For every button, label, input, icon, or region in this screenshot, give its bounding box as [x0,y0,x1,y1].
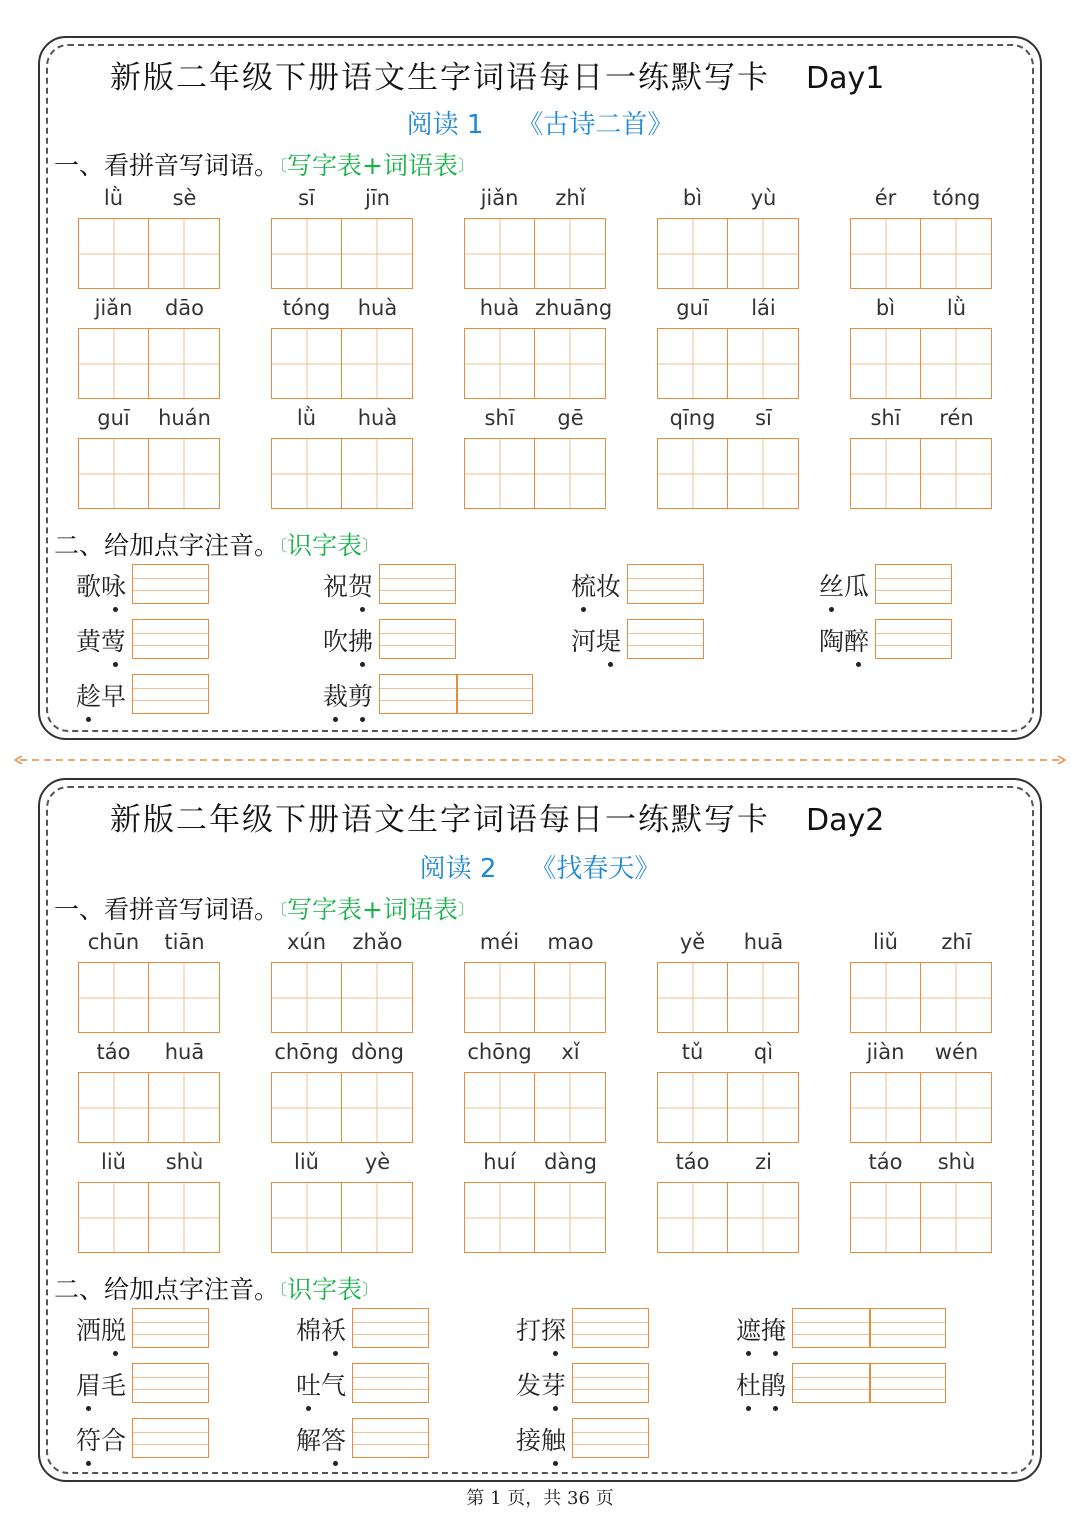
pinyin-label: zhǐ [555,186,586,210]
word-box-group [271,930,413,1042]
word-box-group [464,930,606,1042]
pinyin-label: xún [286,930,327,954]
pinyin-label: lǜ [296,406,317,430]
character-writing-box[interactable] [921,218,992,289]
pinyin-label: yù [750,186,777,210]
emphasis-dot [113,662,118,667]
pinyin-label: liǔ [101,1150,126,1174]
pinyin-label: yè [364,1150,391,1174]
pinyin-answer-box[interactable] [792,1308,946,1348]
word-box-group [657,1150,799,1262]
pinyin-label: chōng [467,1040,532,1064]
annotate-word: 祝贺 [323,572,374,601]
word-box-group [850,406,992,518]
character-writing-box[interactable] [342,218,413,289]
pinyin-label: guī [97,406,130,430]
emphasis-dot [113,607,118,612]
pinyin-label: huā [164,1040,205,1064]
character-writing-box[interactable] [921,962,992,1033]
emphasis-dot [86,1406,91,1411]
annotate-word: 发芽 [516,1371,567,1400]
lesson-title: 《古诗二首》 [517,110,674,140]
character-writing-box[interactable] [78,438,149,509]
emphasis-dot [360,607,365,612]
character-writing-box[interactable] [78,218,149,289]
annotate-word: 黄莺 [76,627,127,656]
pinyin-label: sè [172,186,197,210]
lesson-number: 阅读 2 [419,854,497,884]
pinyin-label: gē [557,406,584,430]
character-writing-box[interactable] [271,328,342,399]
emphasis-dot [86,1461,91,1466]
pinyin-label: huí [483,1150,516,1174]
pinyin-label: lǜ [946,296,967,320]
annotate-word: 河堤 [571,627,622,656]
character-writing-box[interactable] [850,328,921,399]
pinyin-answer-box[interactable] [132,674,209,714]
character-writing-box[interactable] [728,218,799,289]
emphasis-dot [553,1461,558,1466]
pinyin-answer-box[interactable] [132,619,209,659]
character-writing-box[interactable] [535,218,606,289]
pinyin-label: shù [937,1150,976,1174]
word-box-group [657,930,799,1042]
pinyin-row [78,406,1028,518]
word-box-group [78,1150,220,1262]
day-label: Day2 [806,803,885,838]
pinyin-label: táo [675,1150,710,1174]
character-writing-box[interactable] [728,438,799,509]
box-divider [456,675,458,713]
pinyin-label: rén [939,406,974,430]
pinyin-answer-box[interactable] [132,1418,209,1458]
pinyin-label: liǔ [294,1150,319,1174]
pinyin-answer-box[interactable] [132,1308,209,1348]
pinyin-answer-box[interactable] [875,564,952,604]
emphasis-dot [333,1461,338,1466]
annotate-word: 棉袄 [296,1316,347,1345]
character-writing-box[interactable] [657,1182,728,1253]
character-writing-box[interactable] [657,218,728,289]
pinyin-label: lǜ [103,186,124,210]
pinyin-row [78,1040,1028,1152]
character-writing-box[interactable] [535,1072,606,1143]
character-writing-box[interactable] [464,962,535,1033]
box-divider [869,1309,871,1347]
pinyin-label: huà [357,406,398,430]
pinyin-row [78,296,1028,408]
character-writing-box[interactable] [149,1072,220,1143]
character-writing-box[interactable] [850,218,921,289]
word-box-group [657,296,799,408]
pinyin-label: jiàn [866,1040,905,1064]
pinyin-label: dòng [351,1040,404,1064]
character-writing-box[interactable] [850,962,921,1033]
annotate-word: 眉毛 [76,1371,127,1400]
word-box-group [464,186,606,298]
annotate-word: 符合 [76,1426,127,1455]
annotate-word: 趁早 [76,682,127,711]
word-box-group [78,186,220,298]
pinyin-label: bì [682,186,703,210]
pinyin-label: méi [479,930,520,954]
word-box-group [464,406,606,518]
pinyin-label: zi [755,1150,772,1174]
cut-line-divider [14,756,1066,764]
section-annotate: 二、给加点字注音。〔识字表〕 [54,1275,379,1304]
emphasis-dot [829,607,834,612]
word-box-group [271,296,413,408]
pinyin-label: liǔ [873,930,898,954]
pinyin-label: huā [743,930,784,954]
pinyin-label: shī [870,406,901,430]
character-writing-box[interactable] [271,438,342,509]
pinyin-label: zhuāng [535,296,613,320]
emphasis-dot [773,1351,778,1356]
box-divider [869,1364,871,1402]
word-box-group [271,186,413,298]
emphasis-dot [333,717,338,722]
word-box-group [271,1040,413,1152]
pinyin-label: shī [484,406,515,430]
pinyin-answer-box[interactable] [792,1363,946,1403]
pinyin-label: dāo [164,296,205,320]
annotate-word: 陶醉 [819,627,870,656]
pinyin-answer-box[interactable] [132,564,209,604]
pinyin-label: xǐ [561,1040,580,1064]
emphasis-dot [746,1406,751,1411]
annotate-word: 解答 [296,1426,347,1455]
character-writing-box[interactable] [271,962,342,1033]
lesson-title: 《找春天》 [530,854,661,884]
emphasis-dot [360,662,365,667]
pinyin-row [78,1150,1028,1262]
emphasis-dot [360,717,365,722]
section-tag: 识字表 [287,1275,363,1304]
pinyin-label: tiān [164,930,205,954]
emphasis-dot [746,1351,751,1356]
pinyin-label: tóng [282,296,331,320]
character-writing-box[interactable] [149,1182,220,1253]
character-writing-box[interactable] [535,962,606,1033]
character-writing-box[interactable] [728,1072,799,1143]
pinyin-label: shù [165,1150,204,1174]
annotate-word: 遮掩 [736,1316,787,1345]
pinyin-answer-box[interactable] [627,564,704,604]
emphasis-dot [86,717,91,722]
pinyin-label: jīn [365,186,390,210]
pinyin-label: chūn [87,930,140,954]
character-writing-box[interactable] [149,962,220,1033]
character-writing-box[interactable] [342,438,413,509]
pinyin-label: huà [357,296,398,320]
character-writing-box[interactable] [535,438,606,509]
word-box-group [657,406,799,518]
card-title: 新版二年级下册语文生字词语每日一练默写卡 Day2 [110,802,885,838]
word-box-group [850,1040,992,1152]
pinyin-label: bì [875,296,896,320]
character-writing-box[interactable] [149,438,220,509]
emphasis-dot [333,1351,338,1356]
word-box-group [850,930,992,1042]
character-writing-box[interactable] [149,328,220,399]
pinyin-label: lái [751,296,776,320]
character-writing-box[interactable] [464,1072,535,1143]
annotate-word: 杜鹃 [736,1371,787,1400]
word-box-group [657,1040,799,1152]
pinyin-label: qì [753,1040,774,1064]
character-writing-box[interactable] [78,1072,149,1143]
annotate-word: 歌咏 [76,572,127,601]
pinyin-label: qīng [669,406,716,430]
annotate-word: 洒脱 [76,1316,127,1345]
pinyin-label: huà [479,296,520,320]
word-box-group [850,186,992,298]
pinyin-answer-box[interactable] [352,1308,429,1348]
character-writing-box[interactable] [728,1182,799,1253]
character-writing-box[interactable] [728,962,799,1033]
character-writing-box[interactable] [921,1182,992,1253]
pinyin-label: táo [96,1040,131,1064]
character-writing-box[interactable] [850,1182,921,1253]
character-writing-box[interactable] [78,1182,149,1253]
character-writing-box[interactable] [657,328,728,399]
word-box-group [78,296,220,408]
character-writing-box[interactable] [464,1182,535,1253]
pinyin-answer-box[interactable] [627,619,704,659]
pinyin-answer-box[interactable] [379,674,533,714]
pinyin-answer-box[interactable] [352,1363,429,1403]
day-label: Day1 [806,61,885,96]
emphasis-dot [856,662,861,667]
pinyin-label: jiǎn [480,186,519,210]
pinyin-answer-box[interactable] [572,1308,649,1348]
pinyin-answer-box[interactable] [379,619,456,659]
word-box-group [657,186,799,298]
lesson-number: 阅读 1 [406,110,484,140]
section-tag: 识字表 [287,531,363,560]
character-writing-box[interactable] [464,218,535,289]
annotate-word: 丝瓜 [819,572,870,601]
word-box-group [271,1150,413,1262]
lesson-heading [40,848,1040,885]
word-box-group [78,406,220,518]
character-writing-box[interactable] [921,1072,992,1143]
word-box-group [271,406,413,518]
pinyin-label: tǔ [681,1040,704,1064]
character-writing-box[interactable] [464,328,535,399]
character-writing-box[interactable] [535,1182,606,1253]
character-writing-box[interactable] [657,438,728,509]
section-write-words: 一、看拼音写词语。〔写字表+词语表〕 [54,151,474,180]
pinyin-label: yě [679,930,706,954]
character-writing-box[interactable] [535,328,606,399]
character-writing-box[interactable] [728,328,799,399]
pinyin-row [78,186,1028,298]
emphasis-dot [553,1406,558,1411]
character-writing-box[interactable] [271,1072,342,1143]
pinyin-answer-box[interactable] [572,1363,649,1403]
pinyin-label: zhī [941,930,972,954]
character-writing-box[interactable] [657,1072,728,1143]
pinyin-label: guī [676,296,709,320]
word-box-group [850,1150,992,1262]
character-writing-box[interactable] [342,1182,413,1253]
character-writing-box[interactable] [850,1072,921,1143]
pinyin-label: chōng [274,1040,339,1064]
annotate-word: 梳妆 [571,572,622,601]
character-writing-box[interactable] [78,328,149,399]
card-title: 新版二年级下册语文生字词语每日一练默写卡 Day1 [110,60,885,96]
section-tag: 写字表+词语表 [287,151,458,180]
character-writing-box[interactable] [342,328,413,399]
pinyin-label: mao [547,930,594,954]
character-writing-box[interactable] [78,962,149,1033]
word-box-group [78,1040,220,1152]
pinyin-label: sī [755,406,772,430]
character-writing-box[interactable] [149,218,220,289]
pinyin-label: tóng [932,186,981,210]
annotate-word: 吐气 [296,1371,347,1400]
practice-card-day1 [38,36,1042,740]
pinyin-label: ér [874,186,897,210]
pinyin-answer-box[interactable] [132,1363,209,1403]
character-writing-box[interactable] [850,438,921,509]
word-box-group [78,930,220,1042]
pinyin-label: dàng [544,1150,597,1174]
pinyin-label: sī [298,186,315,210]
lesson-heading [40,104,1040,141]
word-box-group [850,296,992,408]
pinyin-label: táo [868,1150,903,1174]
character-writing-box[interactable] [464,438,535,509]
emphasis-dot [113,1351,118,1356]
emphasis-dot [581,607,586,612]
page-footer: 第 1 页，共 36 页 [466,1488,614,1509]
word-box-group [464,296,613,408]
annotate-word: 裁剪 [323,682,374,711]
section-write-words: 一、看拼音写词语。〔写字表+词语表〕 [54,895,474,924]
section-tag: 写字表+词语表 [287,895,458,924]
section-annotate: 二、给加点字注音。〔识字表〕 [54,531,379,560]
pinyin-row [78,930,1028,1042]
pinyin-answer-box[interactable] [379,564,456,604]
character-writing-box[interactable] [921,438,992,509]
emphasis-dot [608,662,613,667]
pinyin-answer-box[interactable] [875,619,952,659]
annotate-word: 接触 [516,1426,567,1455]
word-box-group [464,1040,606,1152]
pinyin-label: huán [158,406,211,430]
word-box-group [464,1150,606,1262]
emphasis-dot [306,1406,311,1411]
pinyin-label: zhǎo [352,930,403,954]
character-writing-box[interactable] [271,1182,342,1253]
annotate-word: 打探 [516,1316,567,1345]
character-writing-box[interactable] [342,1072,413,1143]
character-writing-box[interactable] [657,962,728,1033]
pinyin-label: jiǎn [94,296,133,320]
practice-card-day2 [38,778,1042,1482]
emphasis-dot [553,1351,558,1356]
character-writing-box[interactable] [271,218,342,289]
pinyin-answer-box[interactable] [572,1418,649,1458]
pinyin-label: wén [934,1040,979,1064]
pinyin-answer-box[interactable] [352,1418,429,1458]
character-writing-box[interactable] [921,328,992,399]
annotate-word: 吹拂 [323,627,374,656]
character-writing-box[interactable] [342,962,413,1033]
emphasis-dot [773,1406,778,1411]
